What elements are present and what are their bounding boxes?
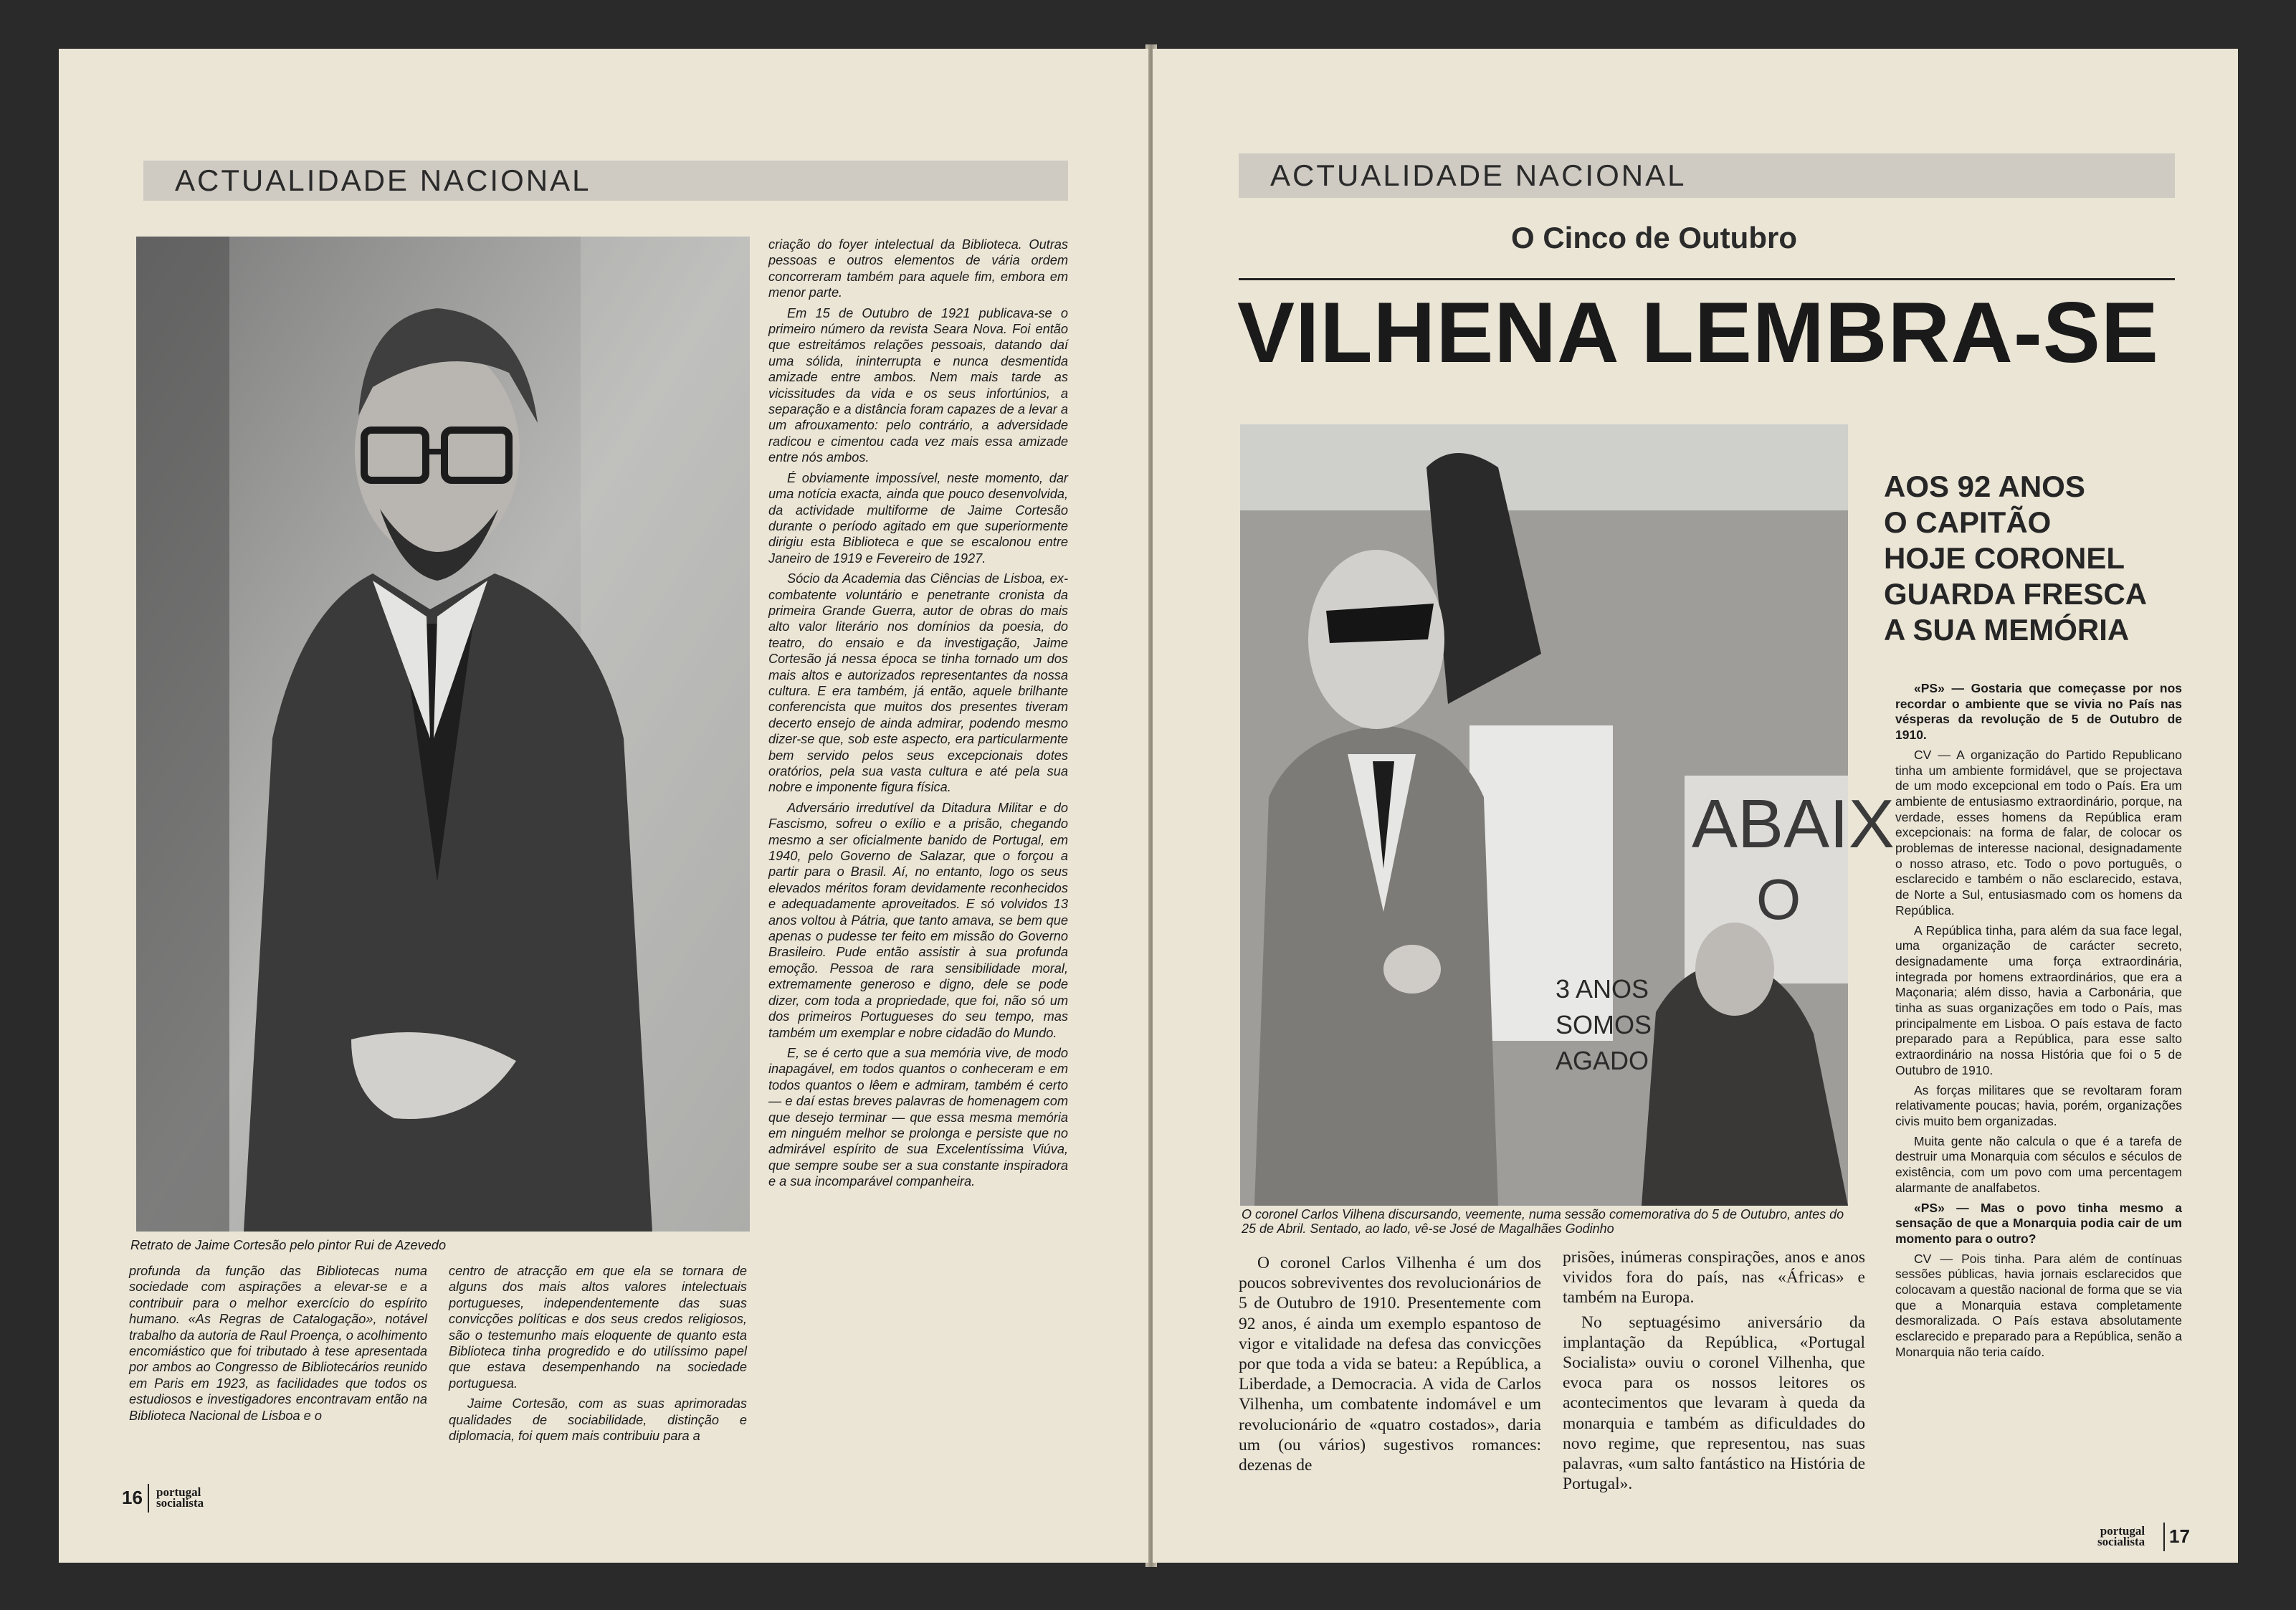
paragraph: É obviamente impossível, neste momento, dar uma notícia exacta, ainda que pouco desenvolvida, da actividade multiforme de Jaime Cortesão durante o período agitado em que superiormente dirigiu esta Biblioteca e que se escalonou entre Janeiro de 1919 e Fevereiro de 1927.	[768, 470, 1068, 566]
section-header: ACTUALIDADE NACIONAL	[1239, 153, 2175, 198]
paragraph: centro de atracção em que ela se tornara de alguns dos mais altos valores intelectuais portugueses, independentemente das suas convicções políticas e dos seus credos religiosos, são o testemunho mais eloquente de quanto esta Biblioteca tinha progredido e do utilíssimo papel que estava desempenhando na sociedade portuguesa.	[449, 1264, 747, 1391]
banner-text-2: O	[1756, 867, 1801, 931]
logo-line: socialista	[156, 1496, 204, 1510]
paragraph: Adversário irredutível da Ditadura Militar e do Fascismo, sofreu o exílio e a prisão, chegando mesmo a ser oficialmente banido de Portugal, em 1940, pelo Governo de Salazar, que o forçou a partir para o Brasil. Aí, no entanto, logo os seus elevados méritos foram devidamente reconhecidos e adequadamente aproveitados. E só volvidos 13 anos voltou à Pátria, que tanto amava, se bem que apenas o pudesse ter feito em missão do Governo Brasileiro. Pude então assistir à sua profunda emoção. Pessoa de rara sensibilidade moral, extremamente generoso e digno, dele se pode dizer, com toda a propriedade, que foi, não só um dos primeiros Portugueses do seu tempo, mas também um exemplar e nobre cidadão do Mundo.	[768, 800, 1068, 1040]
portrait-painting	[136, 237, 750, 1232]
page-number-divider	[2163, 1523, 2165, 1551]
body-column-1	[1239, 1253, 1541, 1480]
page-number: 16	[122, 1487, 143, 1508]
paragraph: prisões, inúmeras conspirações, anos e anos vividos fora do país, nas «Áfricas» e também na Europa.	[1563, 1248, 1865, 1307]
page-17	[1153, 49, 2238, 1563]
sign-text-1: 3 ANOS	[1556, 974, 1649, 1004]
deck-line: A SUA MEMÓRIA	[1884, 613, 2130, 647]
banner-text: ABAIX	[1692, 786, 1895, 862]
answer: CV — A organização do Partido Republicano tinha um ambiente formidável, que se projectava de um modo excepcional em todo o País. Era um ambiente de entusiasmo extraordinário, porque, na verdade, esses homens da República eram excepcionais: na forma de falar, de colocar os problemas de interesse nacional, designadamente o nosso atraso, etc. Todo o povo português, o esclarecido e também o não esclarecido, estava, de Norte a Sul, entusiasmado com os homens da República.	[1895, 747, 2182, 918]
paragraph: criação do foyer intelectual da Biblioteca. Outras pessoas e outros elementos de vária ordem concorreram também para aquele fim, embora em menor parte.	[768, 237, 1068, 300]
logo-line: portugal	[2100, 1524, 2145, 1538]
page-number-divider	[148, 1484, 149, 1513]
paragraph: No septuagésimo aniversário da implantação da República, «Portugal Socialista» ouviu o coronel Vilhenha, que evoca para os nossos leitores os acontecimentos que levaram à queda da monarquia e também as dificuldades do novo regime, que representou, nas suas palavras, «um salto fantástico na História de Portugal».	[1563, 1313, 1865, 1494]
paragraph: profunda da função das Bibliotecas numa sociedade com aspirações a elevar-se e a contribuir para o melhor exercício do espírito humano. «As Regras de Catalogação», notável trabalho da autoria de Raul Proença, o acolhimento encomiástico que foi tributado à tese apresentada por ambos ao Congresso de Bibliotecários reunido em Paris em 1923, as facilidades que todos os estudiosos e investigadores encontravam então na Biblioteca Nacional de Lisboa e o	[129, 1264, 427, 1423]
page-number: 17	[2169, 1525, 2190, 1547]
kicker: O Cinco de Outubro	[1511, 221, 1797, 254]
publication-logo	[2097, 1525, 2145, 1547]
paragraph: O coronel Carlos Vilhenha é um dos poucos sobreviventes dos revolucionários de 5 de Outubro de 1910. Presentemente com 92 anos, é ainda um exemplo espantoso de vigor e vitalidade na defesa das convicções por que toda a vida se bateu: a República, a Liberdade, a Democracia. A vida de Carlos Vilhenha, um combatente indomável e um revolucionário de «quatro costados», daria um (ou vários) sugestivos romances: dezenas de	[1239, 1254, 1541, 1475]
event-photo	[1240, 424, 1895, 1206]
answer: A República tinha, para além da sua face legal, uma organização de carácter secreto, designadamente uma força extraordinária, integrada por homens extraordinários, que era a Maçonaria; além disso, havia a Carbonária, que tinha as suas organizações em todo o País, mas principalmente em Lisboa. O país estava de facto preparado para a República, para esse salto extraordinário na nossa História que foi o 5 de Outubro de 1910.	[1895, 923, 2182, 1077]
photo-caption: O coronel Carlos Vilhena discursando, veemente, numa sessão comemorativa do 5 de Outubro, antes do 25 de Abril. Sentado, ao lado, vê-se José de Magalhães Godinho	[1242, 1207, 1844, 1236]
logo-line: portugal	[156, 1485, 201, 1499]
page-16	[59, 49, 1148, 1563]
deck-line: GUARDA FRESCA	[1884, 577, 2148, 611]
paragraph: Em 15 de Outubro de 1921 publicava-se o primeiro número da revista Seara Nova. Foi então que estreitámos relações pessoais, datando daí uma sólida, ininterrupta e nunca desmentida amizade entre ambos. Nem mais tarde as vicissitudes da vida e os seus infortúnios, a separação e a distância foram capazes de a levar a um afrouxamento: pelo contrário, a adversidade radicou e cimentou cada vez mais essa amizade entre nós ambos.	[768, 305, 1068, 465]
section-header: ACTUALIDADE NACIONAL	[143, 161, 1068, 201]
photo-caption: Retrato de Jaime Cortesão pelo pintor Rui de Azevedo	[130, 1238, 447, 1252]
column-3	[768, 237, 1068, 1194]
sign-text-3: AGADO	[1556, 1046, 1649, 1075]
answer: CV — Pois tinha. Para além de contínuas sessões públicas, havia jornais esclarecidos que colocavam a questão nacional de forma que se via que a Monarquia estava completamente desmoralizada. O País estava absolutamente esclarecido e preparado para a República, senão a Monarquia não teria caído.	[1895, 1251, 2182, 1359]
paragraph: Sócio da Academia das Ciências de Lisboa, ex-combatente voluntário e penetrante cronista da primeira Grande Guerra, autor de obras do mais alto valor literário nos domínios da poesia, do teatro, do ensaio e da investigação, Jaime Cortesão já nessa época se tinha tornado um dos mais altos e autorizados representantes da nossa cultura. E era também, já então, aquele brilhante conferencista que muitos dos presentes tiveram decerto ensejo de ainda admirar, podendo mesmo dizer-se que, sob este aspecto, era particularmente bem servido pelos seus excepcionais dotes oratórios, pela sua vasta cultura e até pela sua nobre e imponente figura física.	[768, 571, 1068, 795]
sign-text-2: SOMOS	[1556, 1010, 1652, 1039]
body-column-2	[1563, 1247, 1865, 1498]
answer: Muita gente não calcula o que é a tarefa de destruir uma Monarquia com séculos e séculos de existência, com um povo com uma percentagem alarmante de analfabetos.	[1895, 1133, 2182, 1195]
paragraph: Jaime Cortesão, com as suas aprimoradas qualidades de sociabilidade, distinção e diplomacia, foi quem mais contribuiu para a	[449, 1396, 747, 1444]
headline: VILHENA LEMBRA-SE	[1237, 285, 2159, 381]
publication-logo	[156, 1487, 204, 1508]
answer: As forças militares que se revoltaram foram relativamente poucas; havia, porém, organizações civis muito bem organizadas.	[1895, 1082, 2182, 1128]
question: «PS» — Mas o povo tinha mesmo a sensação de que a Monarquia podia cair de um momento para o outro?	[1895, 1200, 2182, 1246]
question: «PS» — Gostaria que começasse por nos recordar o ambiente que se vivia no País nas vésperas da revolução de 5 de Outubro de 1910.	[1895, 681, 2182, 743]
deck	[1884, 469, 2185, 648]
paragraph: E, se é certo que a sua memória vive, de modo inapagável, em todos quantos o conheceram e em todos quantos o lêem e admiram, também é certo — e daí estas breves palavras de homenagem com que desejo terminar — que essa mesma memória em ninguém melhor se prolonga e persiste que no admirável espírito de sua Excelentíssima Viúva, que sempre soube ser a sua constante inspiradora e a sua incomparável companheira.	[768, 1045, 1068, 1189]
deck-line: HOJE CORONEL	[1884, 541, 2125, 575]
logo-line: socialista	[2097, 1535, 2145, 1548]
deck-line: O CAPITÃO	[1884, 505, 2052, 539]
column-2	[449, 1263, 747, 1448]
deck-line: AOS 92 ANOS	[1884, 470, 2085, 503]
column-1	[129, 1263, 427, 1428]
kicker-rule	[1239, 278, 2175, 280]
interview-column	[1895, 681, 2182, 1365]
